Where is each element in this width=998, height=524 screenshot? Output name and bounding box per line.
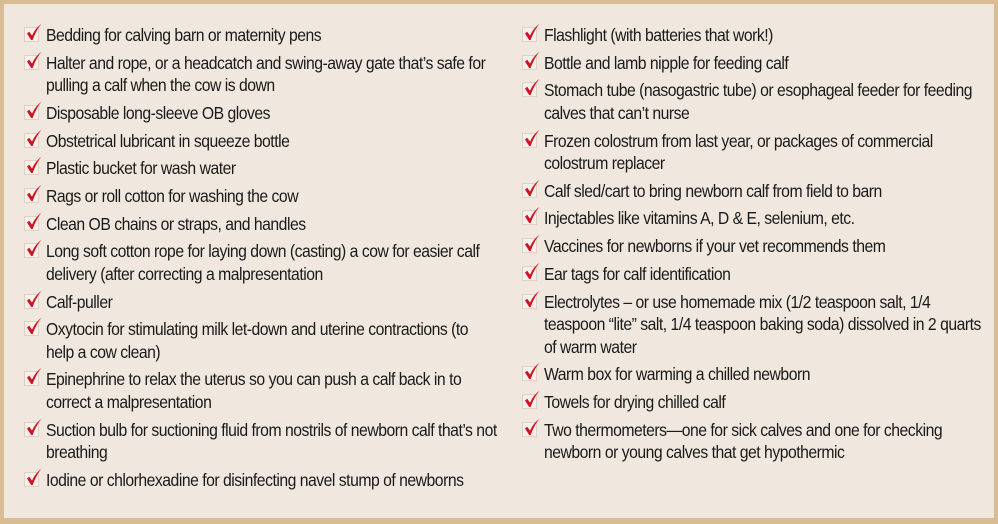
checklist-item [20,157,500,180]
checklist-item-text: Calf sled/cart to bring newborn calf from field to barn [544,180,882,201]
red-checkmark-icon [24,371,39,386]
red-checkmark-icon [24,105,39,120]
checklist-item-text: Warm box for warming a chilled newborn [544,364,810,385]
checklist-item-text: Halter and rope, or a headcatch and swing-away gate that’s safe for pulling a calf when the cow is down [46,52,486,96]
checklist-item [20,419,500,464]
checklist-item-text: Frozen colostrum from last year, or packages of commercial colostrum replacer [544,130,933,174]
checklist-item [20,469,500,492]
checklist-item-text: Electrolytes – or use homemade mix (1/2 teaspoon salt, 1/4 teaspoon “lite” salt, 1/4 teaspoon baking soda) dissolved in 2 quarts of warm water [544,291,981,357]
checklist-item [518,263,988,286]
red-checkmark-icon [522,27,537,42]
checklist-item-text: Epinephrine to relax the uterus so you can push a calf back in to correct a malpresentation [46,369,462,412]
checklist-item [20,213,500,236]
checklist-item-text: Injectables like vitamins A, D & E, selenium, etc. [544,208,855,229]
checklist-item-text: Calf-puller [46,291,113,312]
red-checkmark-icon [522,55,537,70]
red-checkmark-icon [522,183,537,198]
red-checkmark-icon [522,394,537,409]
checklist-item-text: Disposable long-sleeve OB gloves [46,102,271,123]
checklist-item [518,291,988,359]
red-checkmark-icon [522,422,537,437]
checklist-item-text: Bedding for calving barn or maternity pens [46,25,322,45]
red-checkmark-icon [24,294,39,309]
checklist-item [20,368,500,413]
checklist-item-text: Ear tags for calf identification [544,263,731,284]
checklist-item-text: Plastic bucket for wash water [46,158,236,179]
red-checkmark-icon [522,266,537,281]
red-checkmark-icon [24,160,39,175]
checklist-item-text: Vaccines for newborns if your vet recommends them [544,236,886,257]
checklist-item [518,363,988,386]
red-checkmark-icon [24,216,39,231]
checklist-item-text: Flashlight (with batteries that work!) [544,25,773,45]
checklist-item [20,318,500,363]
checklist-item [20,24,500,47]
checklist-item [518,180,988,203]
checklist-item [518,391,988,414]
red-checkmark-icon [24,188,39,203]
checklist-item-text: Rags or roll cotton for washing the cow [46,185,299,206]
red-checkmark-icon [522,133,537,148]
checklist-panel [4,4,994,518]
checklist-item-text: Obstetrical lubricant in squeeze bottle [46,130,290,151]
checklist-item-text: Bottle and lamb nipple for feeding calf [544,52,789,73]
red-checkmark-icon [24,133,39,148]
checklist-item [20,240,500,285]
red-checkmark-icon [522,82,537,97]
checklist-item [518,419,988,464]
checklist-item [518,130,988,175]
checklist-item-text: Two thermometers—one for sick calves and one for checking newborn or young calves that get hypothermic [544,419,943,463]
checklist-item-text: Towels for drying chilled calf [544,391,726,412]
checklist-item-text: Iodine or chlorhexadine for disinfecting navel stump of newborns [46,469,464,490]
checklist-item [518,79,988,124]
red-checkmark-icon [24,243,39,258]
red-checkmark-icon [522,238,537,253]
red-checkmark-icon [24,321,39,336]
checklist-item-text: Stomach tube (nasogastric tube) or esophageal feeder for feeding calves that can’t nurse [544,80,972,123]
checklist-item-text: Long soft cotton rope for laying down (casting) a cow for easier calf delivery (after correcting a malpresentation [46,241,480,284]
checklist-item [20,185,500,208]
checklist-item [20,291,500,314]
red-checkmark-icon [24,422,39,437]
checklist-item [518,24,988,47]
checklist-item-text: Clean OB chains or straps, and handles [46,213,306,234]
red-checkmark-icon [522,210,537,225]
red-checkmark-icon [522,294,537,309]
red-checkmark-icon [522,366,537,381]
checklist-item [518,207,988,230]
checklist-right-column [518,24,988,469]
checklist-item-text: Suction bulb for suctioning fluid from nostrils of newborn calf that’s not breathing [46,419,497,463]
checklist-item [20,102,500,125]
red-checkmark-icon [24,27,39,42]
checklist-item [518,52,988,75]
checklist-item-text: Oxytocin for stimulating milk let-down and uterine contractions (to help a cow clean) [46,319,469,362]
checklist-item [20,52,500,97]
red-checkmark-icon [24,55,39,70]
checklist-item [518,235,988,258]
checklist-left-column [20,24,500,496]
checklist-item [20,130,500,153]
red-checkmark-icon [24,472,39,487]
